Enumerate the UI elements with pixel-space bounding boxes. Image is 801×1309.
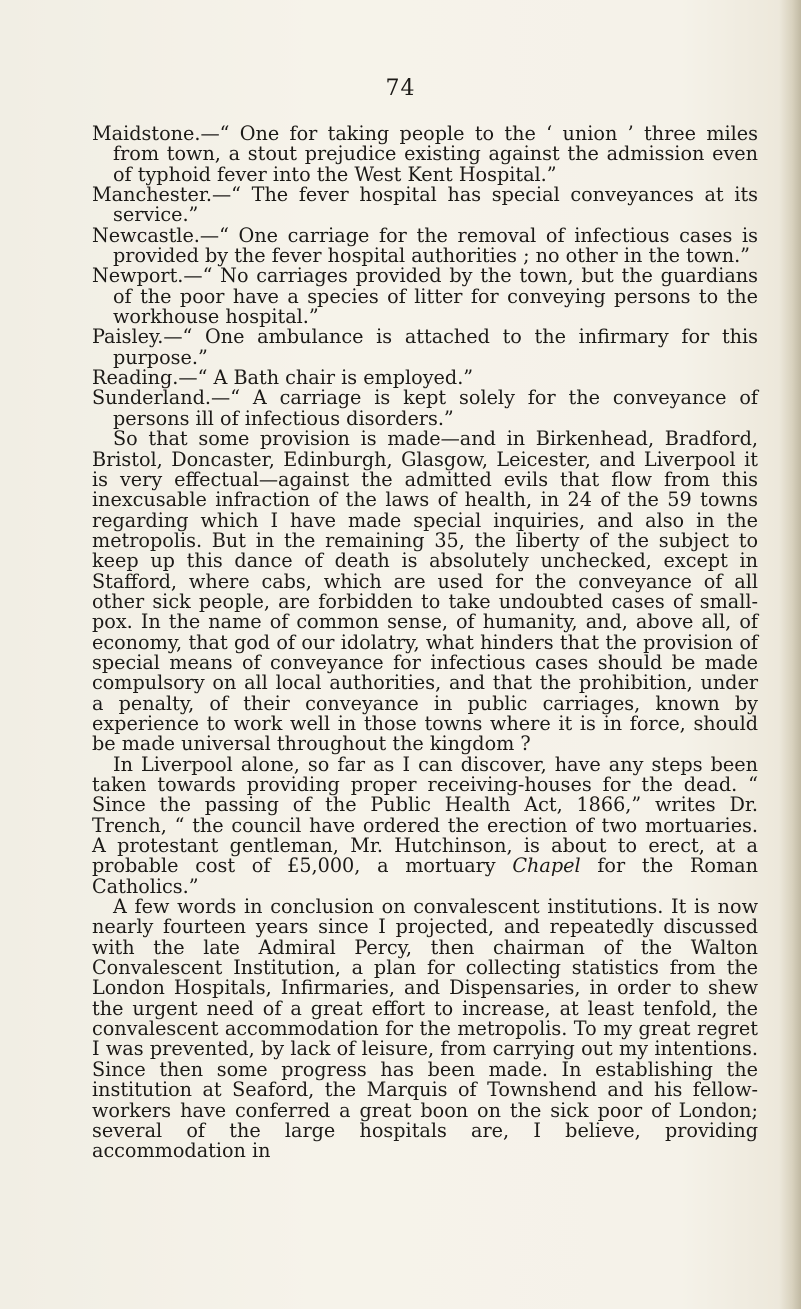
entry-text: —“ A Bath chair is employed.” — [178, 366, 474, 390]
entry-maidstone — [92, 124, 758, 185]
paragraph-so-that: So that some provision is made—and in Birkenhead, Bradford, Bristol, Doncaster, Edinburgh, Glasgow, Leicester, and Liverpool it is very effectual—against the admitted evils that flow from this inexcusable infraction of the laws of health, in 24 of the 59 towns regarding which I have made special inquiries, and also in the metropolis. But in the remaining 35, the liberty of the subject to keep up this dance of death is absolutely unchecked, except in Stafford, where cabs, which are used for the conveyance of all other sick people, are forbidden to take undoubted cases of small-pox. In the name of common sense, of humanity, and, above all, of economy, that god of our idolatry, what hinders that the provision of special means of conveyance for infectious cases should be made compulsory on all local authorities, and that the prohibition, under a penalty, of their conveyance in public carriages, known by experience to work well in those towns where it is in force, should be made universal throughout the kingdom ? — [92, 427, 758, 756]
page-number: 74 — [385, 76, 416, 101]
place-name: Manchester. — [92, 183, 212, 207]
entry-text: —“ One for taking people to the ‘ union ’ three miles from town, a stout prejudice existing against the admission even of typhoid fever into the West Kent Hospital.” — [113, 122, 758, 186]
paragraph-text: In Liverpool alone, so far as I can discover, have any steps been taken towards providing proper receiving-houses for the dead. “ Since the passing of the Public Health Act, 1866,” writes Dr. Trench, “ the council have ordered the erection of two mortuaries. A protestant gentleman, Mr. Hutchinson, is about to erect, at a probable cost of £5,000, a mortuary — [92, 752, 758, 878]
place-name: Newcastle. — [92, 223, 200, 247]
place-name: Reading. — [92, 366, 179, 390]
place-name: Newport. — [92, 264, 184, 288]
place-name: Maidstone. — [92, 122, 201, 145]
entry-sunderland — [92, 388, 758, 429]
entry-manchester — [92, 185, 758, 226]
paragraph-liverpool — [92, 752, 758, 898]
entry-text: —“ No carriages provided by the town, but the guardians of the poor have a species of litter for conveying persons to the workhouse hospital.” — [113, 264, 758, 329]
place-name: Sunderland. — [92, 386, 211, 410]
place-name: Paisley. — [92, 325, 164, 349]
italic-word: Chapel — [512, 854, 581, 878]
paragraph-convalescent: A few words in conclusion on convalescent institutions. It is now nearly fourteen years since I projected, and repeatedly discussed with the late Admiral Percy, then chairman of the Walton Convalescent Institution, a plan for collecting statistics from the London Hospitals, Infirmaries, and Dispensaries, in order to shew the urgent need of a great effort to increase, at least tenfold, the convalescent accommodation for the metropolis. To my great regret I was prevented, by lack of leisure, from carrying out my intentions. Since then some progress has been made. In establishing the institution at Seaford, the Marquis of Townshend and his fellow-workers have conferred a great boon on the sick poor of London; several of the large hospitals are, I believe, providing accommodation in — [92, 895, 758, 1163]
page-body — [92, 124, 758, 1162]
page-edge-shadow — [779, 0, 801, 1309]
entry-text: —“ One ambulance is attached to the infirmary for this purpose.” — [113, 325, 758, 369]
entry-paisley — [92, 327, 758, 368]
entry-text: —“ One carriage for the removal of infectious cases is provided by the fever hospital authorities ; no other in the town.” — [113, 223, 758, 268]
entry-text: —“ The fever hospital has special conveyances at its service.” — [113, 183, 758, 227]
paragraph-text: for the Roman Catholics.” — [92, 854, 758, 898]
entry-newcastle — [92, 223, 758, 268]
entry-text: —“ A carriage is kept solely for the conveyance of persons ill of infectious disorders.” — [113, 386, 758, 430]
entry-reading — [92, 368, 758, 388]
entry-newport — [92, 266, 758, 327]
